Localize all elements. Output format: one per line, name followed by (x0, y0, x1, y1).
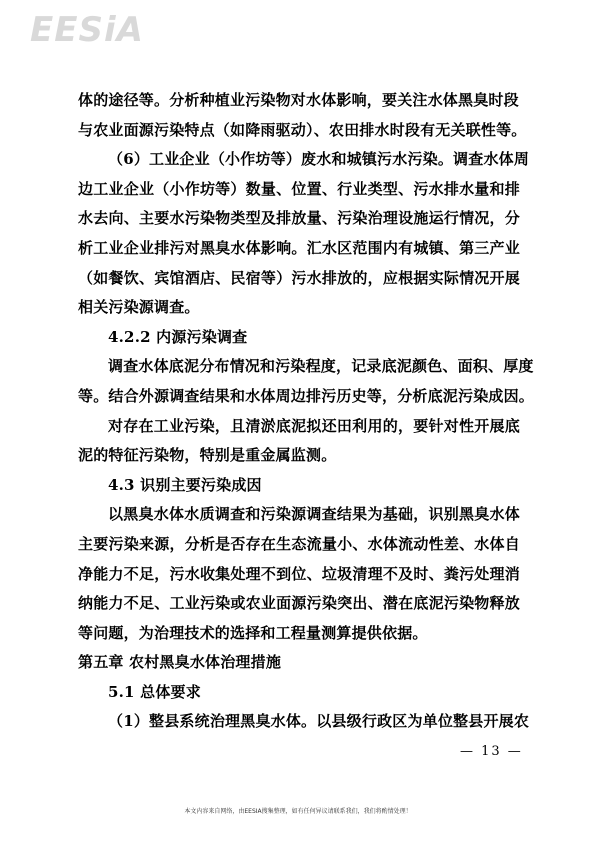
paragraph-line: 纳能力不足、工业污染或农业面源污染突出、潜在底泥污染物释放 (78, 594, 520, 613)
page-number: — 13 — (460, 744, 523, 759)
paragraph-line: 与农业面源污染特点（如降雨驱动）、农田排水时段有无关联性等。 (78, 120, 527, 139)
section-heading: 5.1 总体要求 (108, 682, 201, 701)
paragraph-line: 等问题，为治理技术的选择和工程量测算提供依据。 (78, 623, 428, 642)
body-text (78, 86, 535, 737)
paragraph-line: 主要污染来源，分析是否存在生态流量小、水体流动性差、水体自 (78, 534, 520, 553)
paragraph-line: 相关污染源调查。 (78, 298, 200, 317)
paragraph-line: 调查水体底泥分布情况和污染程度，记录底泥颜色、面积、厚度 (108, 357, 534, 376)
footer-disclaimer: 本文内容来自网络，由EESIA搜集整理，如有任何异议请联系我们，我们将酌情处理！ (184, 808, 412, 815)
paragraph-line: 水去向、主要水污染物类型及排放量、污染治理设施运行情况，分 (78, 209, 520, 228)
paragraph-line: 等。结合外源调查结果和水体周边排污历史等，分析底泥污染成因。 (78, 386, 535, 405)
paragraph-line: 对存在工业污染，且清淤底泥拟还田利用的，要针对性开展底 (108, 416, 520, 435)
section-heading: 4.2.2 内源污染调查 (108, 327, 248, 346)
paragraph-line: 边工业企业（小作坊等）数量、位置、行业类型、污水排水量和排 (78, 179, 520, 198)
paragraph-line: （如餐饮、宾馆酒店、民宿等）污水排放的，应根据实际情况开展 (78, 268, 520, 287)
paragraph-line: （6）工业企业（小作坊等）废水和城镇污水污染。调查水体周 (108, 150, 530, 169)
paragraph-line: （1）整县系统治理黑臭水体。以县级行政区为单位整县开展农 (108, 712, 530, 731)
section-heading: 4.3 识别主要污染成因 (108, 475, 262, 494)
paragraph-line: 泥的特征污染物，特别是重金属监测。 (78, 446, 337, 465)
eesia-logo: EESiA (30, 10, 144, 50)
paragraph-line: 体的途径等。分析种植业污染物对水体影响，要关注水体黑臭时段 (78, 91, 519, 109)
paragraph-line: 净能力不足，污水收集处理不到位、垃圾清理不及时、粪污处理消 (78, 564, 520, 583)
chapter-heading: 第五章 农村黑臭水体治理措施 (78, 653, 282, 672)
paragraph-line: 以黑臭水体水质调查和污染源调查结果为基础，识别黑臭水体 (108, 505, 520, 524)
paragraph-line: 析工业企业排污对黑臭水体影响。汇水区范围内有城镇、第三产业 (78, 238, 520, 257)
